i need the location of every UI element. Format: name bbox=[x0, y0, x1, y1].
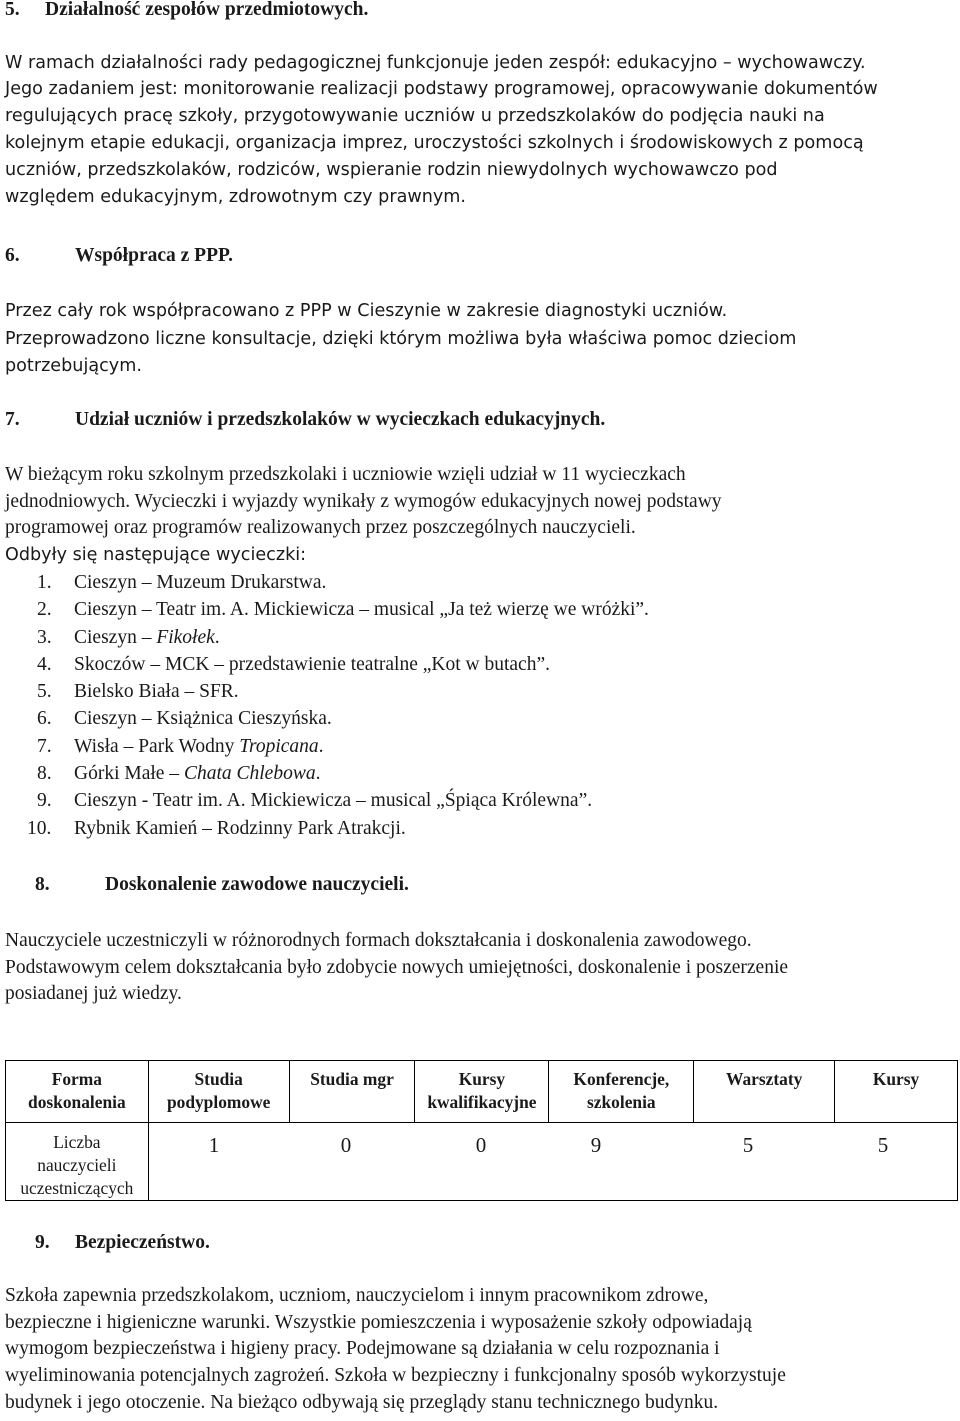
text-line: Odbyły się następujące wycieczki: bbox=[5, 545, 307, 566]
table-header-row bbox=[6, 1061, 958, 1123]
text-line: W bieżącym roku szkolnym przedszkolaki i uczniowie wzięli udział w 11 wycieczkach bbox=[5, 464, 686, 485]
table-row bbox=[6, 1123, 958, 1201]
table-values-cell bbox=[148, 1123, 957, 1201]
list-item-text: Rybnik Kamień – Rodzinny Park Atrakcji. bbox=[74, 817, 406, 839]
section-5-body bbox=[5, 76, 878, 211]
list-item-number: 4. bbox=[37, 653, 52, 675]
section-9-title: Bezpieczeństwo. bbox=[75, 1232, 210, 1253]
text-line: regulujących pracę szkoły, przygotowywanie uczniów u przedszkolaków do podjęcia nauki na bbox=[5, 106, 825, 126]
table-value: 0 bbox=[475, 1133, 487, 1157]
section-5-heading bbox=[5, 0, 368, 23]
list-item bbox=[5, 787, 649, 814]
table-value: 5 bbox=[742, 1133, 754, 1157]
list-item-number: 9. bbox=[37, 790, 52, 812]
text-line: wymogom bezpieczeństwa i higieny pracy. Podejmowane są działania w celu rozpoznania i bbox=[5, 1338, 720, 1360]
list-item-number: 2. bbox=[37, 599, 52, 621]
list-item-text: Cieszyn - Teatr im. A. Mickiewicza – musical „Śpiąca Królewna”. bbox=[74, 790, 593, 812]
list-item-number: 7. bbox=[37, 735, 52, 757]
table-header-cell: Konferencje, szkolenia bbox=[549, 1061, 694, 1123]
section-7-heading bbox=[5, 407, 605, 433]
section-7-number: 7. bbox=[5, 409, 20, 430]
list-item-suffix: . bbox=[318, 735, 324, 757]
list-item-text: Górki Małe – bbox=[74, 763, 184, 785]
list-item-text: Cieszyn – Teatr im. A. Mickiewicza – musical „Ja też wierzę we wróżki”. bbox=[74, 599, 649, 621]
list-item-number: 8. bbox=[37, 763, 52, 785]
list-item-text: Wisła – Park Wodny bbox=[74, 735, 240, 757]
section-5-title: Działalność zespołów przedmiotowych. bbox=[45, 0, 369, 20]
table-header-cell: Studia podyplomowe bbox=[148, 1061, 289, 1123]
list-item bbox=[5, 815, 649, 842]
list-item bbox=[5, 760, 649, 787]
table-header-cell: Forma doskonalenia bbox=[6, 1061, 149, 1123]
text-line: Przez cały rok współpracowano z PPP w Cieszynie w zakresie diagnostyki uczniów. bbox=[5, 301, 728, 321]
table-header-cell: Kursy kwalifikacyjne bbox=[415, 1061, 549, 1123]
section-6-heading bbox=[5, 243, 233, 269]
list-item bbox=[5, 705, 649, 732]
section-9-body bbox=[5, 1283, 786, 1417]
list-item-text: Cieszyn – Książnica Cieszyńska. bbox=[74, 708, 332, 730]
text-line: uczniów, przedszkolaków, rodziców, wspieranie rodzin niewydolnych wychowawczo pod bbox=[5, 160, 778, 180]
list-item-text: Cieszyn – bbox=[74, 626, 157, 648]
list-item-text: Cieszyn – Muzeum Drukarstwa. bbox=[74, 572, 327, 593]
table-value: 9 bbox=[590, 1133, 602, 1157]
list-item-emphasis: Tropicana bbox=[239, 735, 319, 757]
section-9-number: 9. bbox=[35, 1232, 50, 1253]
list-item bbox=[5, 596, 649, 623]
text-line: potrzebującym. bbox=[5, 356, 142, 376]
section-9-heading bbox=[35, 1230, 210, 1256]
text-line: jednodniowych. Wycieczki i wyjazdy wynikały z wymogów edukacyjnych nowej podstawy bbox=[5, 490, 722, 512]
table-value: 1 bbox=[208, 1133, 220, 1157]
section-7-body bbox=[5, 462, 722, 569]
text-line: Nauczyciele uczestniczyli w różnorodnych formach dokształcania i doskonalenia zawodowego. bbox=[5, 930, 752, 951]
list-item-suffix: . bbox=[315, 763, 321, 785]
list-item bbox=[5, 678, 649, 705]
section-8-body bbox=[5, 928, 788, 1008]
training-table bbox=[5, 1060, 958, 1201]
text-line: bezpieczne i higieniczne warunki. Wszystkie pomieszczenia i wyposażenie szkoły odpowiadają bbox=[5, 1311, 752, 1333]
section-6-number: 6. bbox=[5, 245, 20, 266]
list-item-emphasis: Chata Chlebowa bbox=[183, 763, 316, 785]
text-line: budynek i jego otoczenie. Na bieżąco odbywają się przeglądy stanu technicznego budynku. bbox=[5, 1391, 719, 1413]
list-item bbox=[5, 624, 649, 651]
text-line: programowej oraz programów realizowanych przez poszczególnych nauczycieli. bbox=[5, 517, 636, 539]
section-5-intro: W ramach działalności rady pedagogicznej funkcjonuje jeden zespół: edukacyjno – wychowawczy. bbox=[5, 53, 866, 73]
section-8-heading bbox=[35, 872, 409, 898]
table-value: 0 bbox=[340, 1133, 352, 1157]
section-5-number: 5. bbox=[5, 0, 20, 20]
list-item-text: Bielsko Biała – SFR. bbox=[74, 681, 239, 703]
text-line: wyeliminowania potencjalnych zagrożeń. Szkoła w bezpieczny i funkcjonalny sposób wykorzystuje bbox=[5, 1365, 786, 1387]
trip-list bbox=[5, 569, 649, 842]
text-line: Podstawowym celem dokształcania było zdobycie nowych umiejętności, doskonalenie i poszerzenie bbox=[5, 956, 789, 978]
list-item bbox=[5, 569, 649, 596]
list-item-number: 5. bbox=[37, 681, 52, 703]
list-item bbox=[5, 733, 649, 760]
table-header-cell: Warsztaty bbox=[694, 1061, 835, 1123]
section-6-body bbox=[5, 298, 796, 381]
section-8-title: Doskonalenie zawodowe nauczycieli. bbox=[105, 874, 409, 895]
table-header-cell: Kursy bbox=[835, 1061, 958, 1123]
section-7-title: Udział uczniów i przedszkolaków w wycieczkach edukacyjnych. bbox=[75, 409, 606, 430]
list-item-number: 6. bbox=[37, 708, 52, 730]
table-value: 5 bbox=[877, 1133, 889, 1157]
list-item-number: 3. bbox=[37, 626, 52, 648]
section-6-title: Współpraca z PPP. bbox=[75, 245, 233, 266]
text-line: Przeprowadzono liczne konsultacje, dzięki którym możliwa była właściwa pomoc dzieciom bbox=[5, 328, 797, 349]
list-item-text: Skoczów – MCK – przedstawienie teatralne „Kot w butach”. bbox=[74, 653, 550, 675]
text-line: posiadanej już wiedzy. bbox=[5, 983, 182, 1005]
text-line: kolejnym etapie edukacji, organizacja imprez, uroczystości szkolnych i środowiskowych z pomocą bbox=[5, 133, 864, 153]
table-row-label: Liczba nauczycieli uczestniczących bbox=[6, 1123, 149, 1201]
text-line: Jego zadaniem jest: monitorowanie realizacji podstawy programowej, opracowywanie dokumentów bbox=[5, 79, 878, 99]
list-item-number: 10. bbox=[27, 817, 52, 839]
list-item-number: 1. bbox=[37, 572, 52, 593]
text-line: Szkoła zapewnia przedszkolakom, uczniom, nauczycielom i innym pracownikom zdrowe, bbox=[5, 1285, 709, 1306]
section-8-number: 8. bbox=[35, 874, 50, 895]
list-item bbox=[5, 651, 649, 678]
list-item-suffix: . bbox=[214, 626, 220, 648]
list-item-emphasis: Fikołek bbox=[156, 626, 215, 648]
table-header-cell: Studia mgr bbox=[289, 1061, 415, 1123]
text-line: względem edukacyjnym, zdrowotnym czy prawnym. bbox=[5, 187, 467, 207]
